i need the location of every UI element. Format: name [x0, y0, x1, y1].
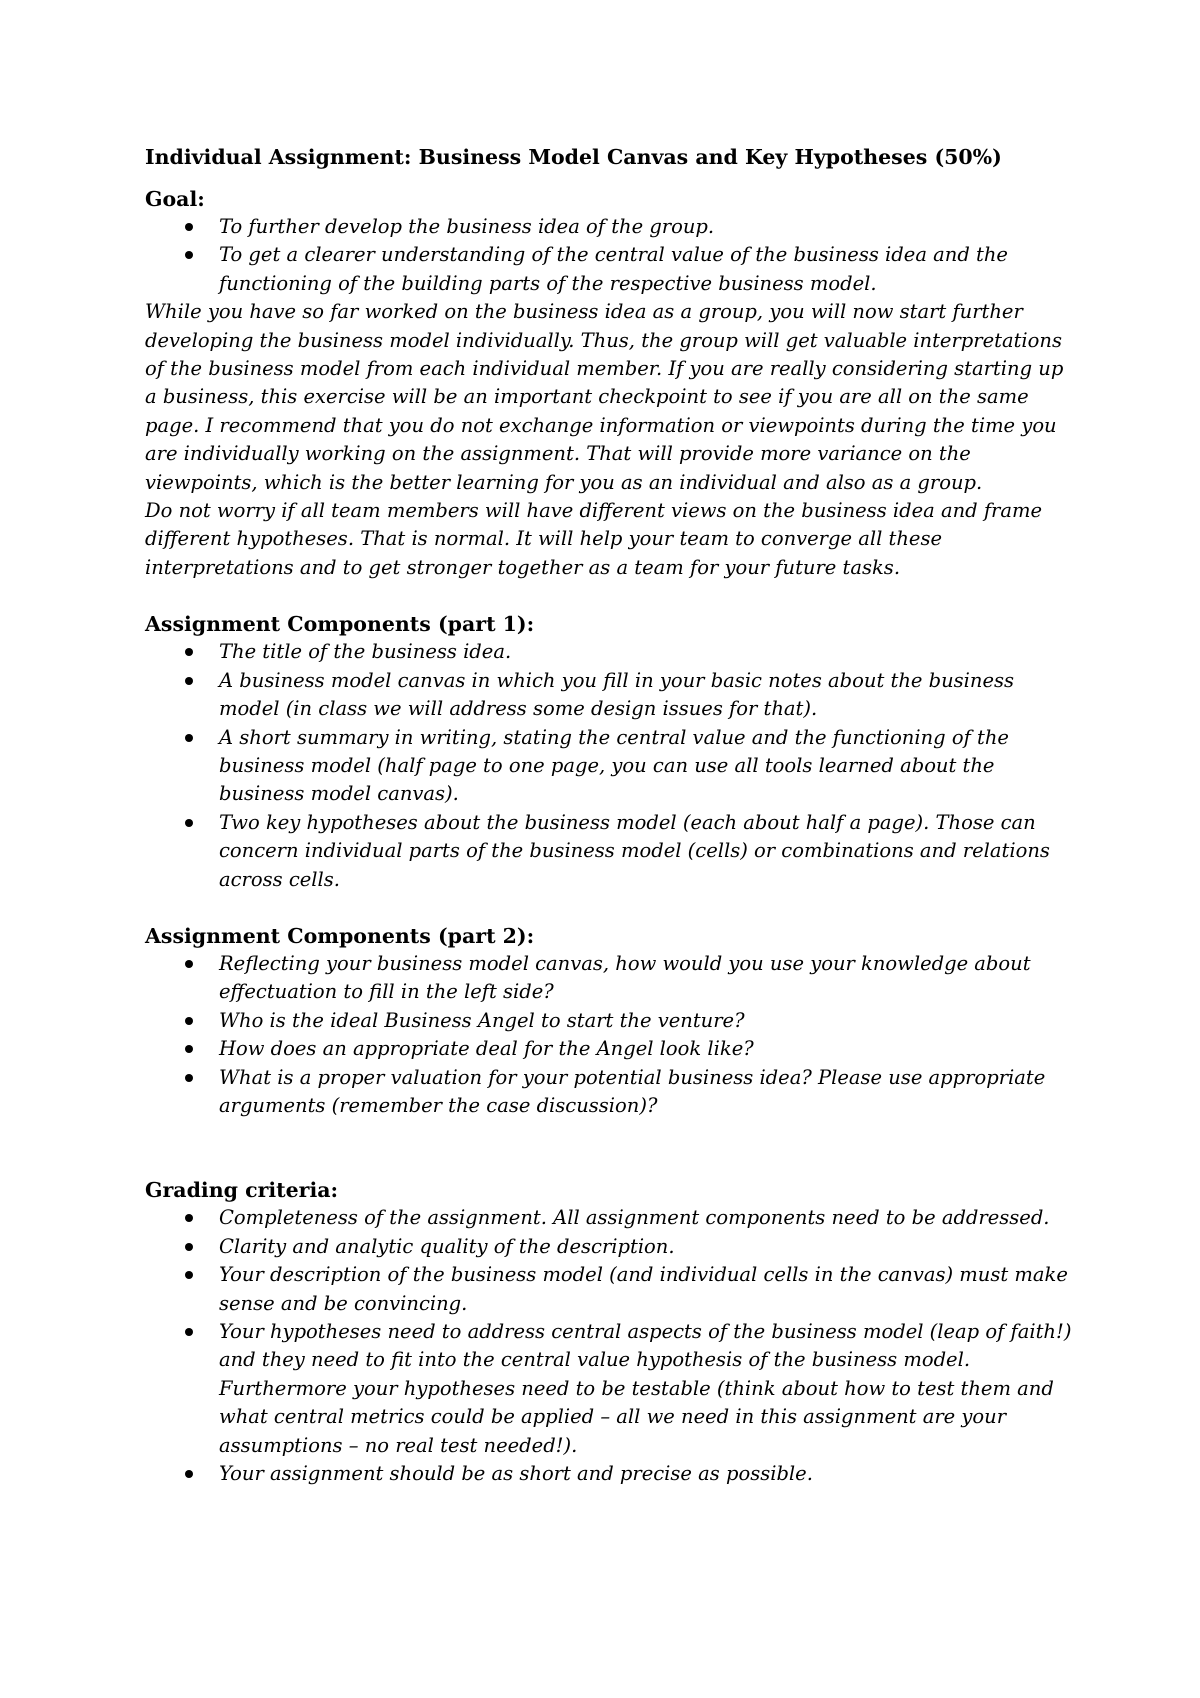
part1-list [145, 638, 1075, 894]
list-item-text: Reflecting your business model canvas, how would you use your knowledge about effectuation to fill in the left side? [219, 951, 1031, 1004]
list-item [145, 638, 1075, 666]
list-item [145, 1233, 1075, 1261]
list-item-text: To get a clearer understanding of the central value of the business idea and the functioning of the building parts of the respective business model. [219, 243, 1008, 295]
part1-heading: Assignment Components (part 1): [145, 612, 535, 637]
list-item [145, 1318, 1075, 1460]
bullet-icon [185, 648, 193, 656]
bullet-icon [185, 223, 193, 231]
list-item-text: What is a proper valuation for your potential business idea? Please use appropriate arguments (remember the case discussion)? [219, 1065, 1046, 1117]
list-item-text: Your hypotheses need to address central aspects of the business model (leap of faith!) and they need to fit into the central value hypothesis of the business model. Furthermore your hypotheses need to be testable (think about how to test them and what central metrics could be applied – all we need in this assignment are your assumptions – no real test needed!). [219, 1320, 1072, 1457]
document-page [145, 143, 1075, 1488]
goal-list [145, 213, 1075, 298]
list-item-text: A business model canvas in which you fill in your basic notes about the business model (in class we will address some design issues for that). [219, 668, 1015, 721]
bullet-icon [185, 1045, 193, 1053]
bullet-icon [185, 1470, 193, 1478]
goal-paragraph: While you have so far worked on the business idea as a group, you will now start further developing the business model individually. Thus, the group will get valuable interpretations of the business model from each individual member. If you are really considering starting up a business, this exercise will be an important checkpoint to see if you are all on the same page. I recommend that you do not exchange information or viewpoints during the time you are individually working on the assignment. That will provide more variance on the viewpoints, which is the better learning for you as an individual and also as a group. [145, 300, 1064, 494]
bullet-icon [185, 960, 193, 968]
bullet-icon [185, 1271, 193, 1279]
list-item [145, 667, 1075, 724]
list-item [145, 1007, 1075, 1035]
list-item [145, 950, 1075, 1007]
list-item [145, 241, 1075, 298]
grading-heading: Grading criteria: [145, 1178, 339, 1203]
goal-heading: Goal: [145, 187, 205, 211]
bullet-icon [185, 1074, 193, 1082]
list-item [145, 1064, 1075, 1121]
list-item [145, 724, 1075, 809]
bullet-icon [185, 1017, 193, 1025]
list-item-text: How does an appropriate deal for the Angel look like? [219, 1037, 754, 1061]
goal-paragraph: Do not worry if all team members will have different views on the business idea and frame different hypotheses. That is normal. It will help your team to converge all these interpretations and to get stronger together as a team for your future tasks. [145, 499, 1043, 579]
bullet-icon [185, 819, 193, 827]
list-item [145, 1261, 1075, 1318]
list-item-text: Your assignment should be as short and precise as possible. [219, 1462, 813, 1486]
bullet-icon [185, 1214, 193, 1222]
list-item-text: The title of the business idea. [219, 640, 512, 664]
list-item-text: Your description of the business model (and individual cells in the canvas) must make sense and be convincing. [219, 1263, 1068, 1315]
bullet-icon [185, 251, 193, 259]
document-title: Individual Assignment: Business Model Canvas and Key Hypotheses (50%) [145, 145, 1002, 169]
bullet-icon [185, 1243, 193, 1251]
list-item-text: Clarity and analytic quality of the description. [219, 1234, 675, 1258]
list-item [145, 1460, 1075, 1488]
list-item-text: Completeness of the assignment. All assignment components need to be addressed. [219, 1206, 1050, 1230]
bullet-icon [185, 1328, 193, 1336]
list-item [145, 1035, 1075, 1063]
grading-list [145, 1204, 1075, 1488]
list-item [145, 1204, 1075, 1232]
list-item-text: Who is the ideal Business Angel to start the venture? [219, 1008, 745, 1032]
list-item [145, 213, 1075, 241]
part2-heading: Assignment Components (part 2): [145, 923, 535, 948]
list-item-text: Two key hypotheses about the business model (each about half a page). Those can concern individual parts of the business model (cells) or combinations and relations across cells. [219, 810, 1050, 891]
bullet-icon [185, 734, 193, 742]
part2-list [145, 950, 1075, 1120]
list-item [145, 809, 1075, 894]
list-item-text: To further develop the business idea of the group. [219, 215, 715, 238]
bullet-icon [185, 677, 193, 685]
list-item-text: A short summary in writing, stating the central value and the functioning of the business model (half page to one page, you can use all tools learned about the business model canvas). [219, 725, 1009, 806]
